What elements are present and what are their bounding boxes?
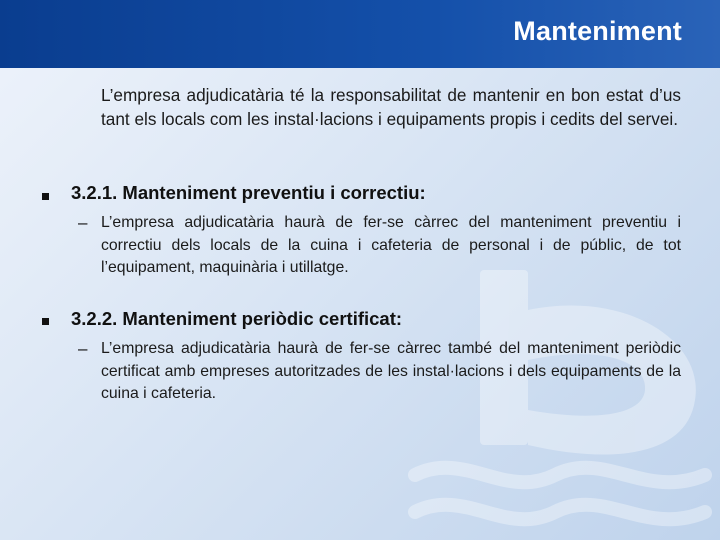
square-bullet-icon xyxy=(42,193,49,200)
dash-marker: – xyxy=(78,213,88,232)
section-title-periodic: 3.2.2. Manteniment periòdic certificat: xyxy=(71,308,403,329)
section-text-periodic: L’empresa adjudicatària haurà de fer-se càrrec també del manteniment periòdic certificat amb empreses autoritzades de les instal·lacions i dels equipaments de la cuina i cafeteria. xyxy=(101,340,681,402)
slide-title: Manteniment xyxy=(513,16,682,46)
section-text-preventive: L’empresa adjudicatària haurà de fer-se càrrec del manteniment preventiu i correctiu dels locals de la cuina i cafeteria de personal i de públic, de tot l’equipament, maquinària i utillatge. xyxy=(101,214,681,276)
intro-paragraph: L’empresa adjudicatària té la responsabilitat de mantenir en bon estat d’us tant els locals com les instal·lacions i equipaments propis i cedits del servei. xyxy=(101,85,681,129)
dash-marker: – xyxy=(78,339,88,358)
slide-header-bar xyxy=(0,0,720,68)
square-bullet-icon xyxy=(42,318,49,325)
section-title-preventive: 3.2.1. Manteniment preventiu i correctiu: xyxy=(71,182,426,203)
